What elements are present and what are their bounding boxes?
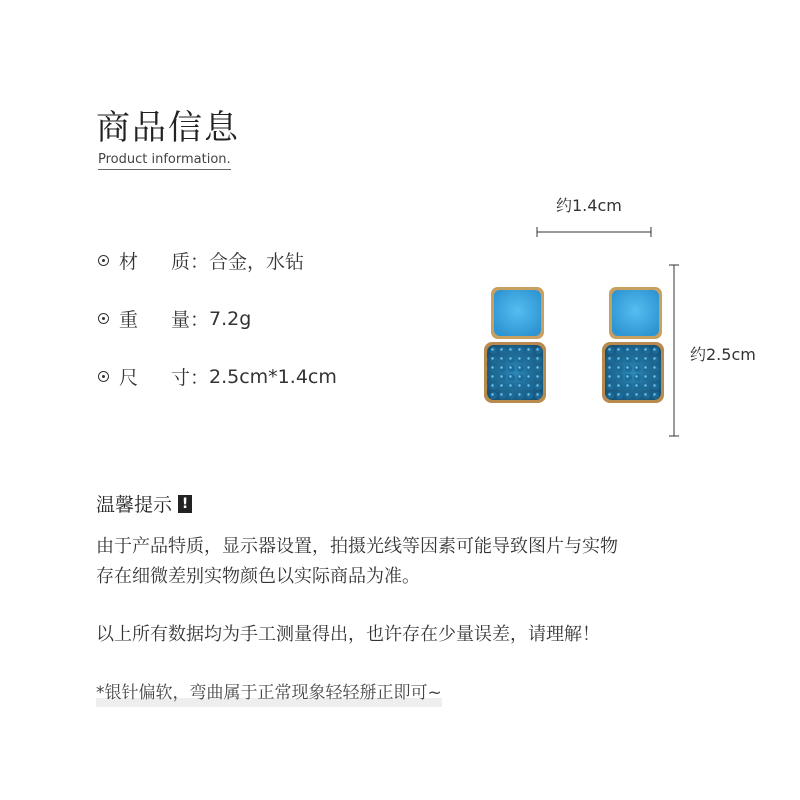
- earring-right: [602, 287, 664, 403]
- tips-paragraph-2: 以上所有数据均为手工测量得出，也许存在少量误差，请理解！: [96, 624, 600, 645]
- bullet-icon: [98, 371, 109, 382]
- tips-line: 由于产品特质，显示器设置，拍摄光线等因素可能导致图片与实物: [96, 536, 618, 557]
- spec-label: 材: [119, 251, 139, 273]
- tips-paragraph-1: [96, 532, 618, 592]
- bullet-icon: [98, 313, 109, 324]
- spec-value: 合金，水钻: [209, 251, 305, 273]
- earring-product-image: [480, 220, 700, 450]
- bullet-icon: [98, 255, 109, 266]
- note-text: *银针偏软，弯曲属于正常现象轻轻掰正即可~: [96, 683, 442, 703]
- spec-row-weight: [98, 305, 251, 332]
- tips-title: 温馨提示: [96, 494, 173, 516]
- earring-left: [484, 287, 546, 403]
- spec-label-suffix: 质：: [171, 251, 210, 273]
- spec-label: 尺: [119, 367, 139, 389]
- tips-note: [96, 678, 442, 703]
- spec-label-suffix: 寸：: [171, 367, 210, 389]
- spec-label: 重: [119, 309, 139, 331]
- spec-row-size: [98, 363, 337, 390]
- spec-label-suffix: 量：: [171, 309, 210, 331]
- height-dimension-label: 约2.5cm: [690, 345, 756, 364]
- spec-value: 7.2g: [209, 307, 252, 330]
- page-subtitle: Product information.: [98, 152, 231, 170]
- exclamation-icon: !: [178, 495, 192, 513]
- page-title: 商品信息: [96, 108, 240, 148]
- tips-line: 存在细微差别实物颜色以实际商品为准。: [96, 566, 420, 587]
- width-dimension-label: 约1.4cm: [556, 196, 622, 215]
- spec-row-material: [98, 247, 304, 274]
- spec-value: 2.5cm*1.4cm: [209, 365, 337, 388]
- tips-heading: [96, 490, 192, 517]
